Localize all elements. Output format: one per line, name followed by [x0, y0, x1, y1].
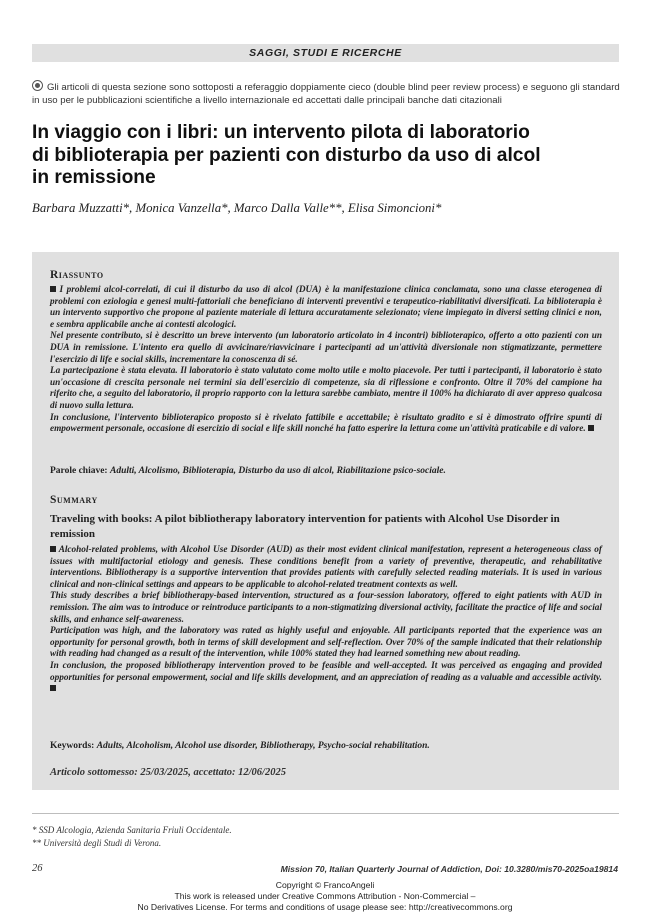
title-line: di biblioterapia per pazienti con disturbo da uso di alcol: [32, 144, 541, 166]
summary-paragraph: Alcohol-related problems, with Alcohol Use Disorder (AUD) as their most evident clinical manifestation, represent a heterogeneous class of issues with multifactorial etiology and genesis. These conditions benefit from a variety of preventive, therapeutic, and rehabilitative interventions. Bibliotherapy is a supportive intervention that provides patients with carefully selected reading materials. It is used in various clinical and non-clinical settings and appears to be applicable to alcohol-related treatment contexts as well.: [50, 545, 602, 590]
summary-paragraph: This study describes a brief bibliotherapy-based intervention, structured as a four-session laboratory, offered to eight patients with AUD in remission. The aim was to introduce or reintroduce participants to a non-stigmatizing diversional activity, facilitate the practice of life and social skills, and enhance self-awareness.: [50, 591, 602, 625]
article-title: [32, 122, 622, 190]
riassunto-paragraph: In conclusione, l'intervento biblioterapico proposto si è rivelato fattibile e accettabile; è risultato gradito e si è dimostrato offrire spunti di empowerment personale, occasione di esercizio di social e life skill nonché ha fatto esperire la lettura come un'attività praticabile e di valore.: [50, 412, 602, 435]
abstract-box: [32, 252, 619, 790]
section-header: SAGGI, STUDI E RICERCHE: [32, 44, 619, 62]
journal-citation: Mission 70, Italian Quarterly Journal of Addiction, Doi: 10.3280/mis70-2025oa19814: [280, 864, 618, 874]
riassunto-heading: Riassunto: [50, 269, 104, 281]
license-line: Copyright © FrancoAngeli: [275, 880, 375, 890]
page-number: 26: [32, 863, 43, 874]
title-line: In viaggio con i libri: un intervento pilota di laboratorio: [32, 122, 530, 143]
riassunto-body: [50, 285, 602, 436]
summary-paragraph: Participation was high, and the laboratory was rated as highly useful and enjoyable. All participants reported that the experience was an opportunity for personal growth, both in terms of skill development and self-reflection. Over 70% of the sample indicated that their relationship with reading had changed as a result of the intervention, while 100% stated they had learned something new about reading.: [50, 626, 602, 660]
peer-review-icon: [32, 80, 43, 91]
peer-review-text: Gli articoli di questa sezione sono sottoposti a referaggio doppiamente cieco (double blind peer review process) e seguono gli standard in uso per le pubblicazioni scientifiche a livello internazionale ed accettati dalle principali banche dati citazionali: [32, 82, 620, 106]
title-line: in remissione: [32, 167, 156, 188]
end-square-icon: [588, 425, 594, 431]
footnote-rule: [32, 813, 619, 814]
end-square-icon: [50, 685, 56, 691]
summary-paragraph: In conclusion, the proposed bibliotherapy intervention proved to be feasible and well-accepted. It was perceived as engaging and provided opportunities for personal empowerment, social and life skills development, and an appreciation of reading as a valuable and accessible activity.: [50, 661, 602, 696]
summary-title: Traveling with books: A pilot bibliotherapy laboratory intervention for patients with Alcohol Use Disorder in remission: [50, 513, 560, 540]
summary-heading: Summary: [50, 494, 98, 506]
summary-body: [50, 545, 602, 696]
square-bullet-icon: [50, 546, 56, 552]
riassunto-paragraph: I problemi alcol-correlati, di cui il disturbo da uso di alcol (DUA) è la manifestazione clinica conclamata, sono una classe eterogenea di problemi con eziologia e genesi multi-fattoriali che beneficiano di interventi preventivi e terapeutico-riabilitativi diversificati. La biblioterapia è un intervento supportivo che propone al paziente materiale di lettura accuratamente selezionato; viene impiegato in diversi setting clinici e non, e sembra applicabile anche ai contesti alcologici.: [50, 285, 602, 330]
license-line: This work is released under Creative Commons Attribution - Non-Commercial –: [174, 890, 476, 901]
author-list: Barbara Muzzatti*, Monica Vanzella*, Marco Dalla Valle**, Elisa Simoncioni*: [32, 201, 442, 215]
license-notice: [0, 880, 650, 912]
license-line: No Derivatives License. For terms and conditions of usage please see: http://creativecommons.org: [137, 901, 513, 912]
riassunto-paragraph: La partecipazione è stata elevata. Il laboratorio è stato valutato come molto utile e molto piacevole. Per tutti i partecipanti, il laboratorio è stato un'occasione di crescita personale nei termini sia dell'esercizio di competenze, sia di riflessione e confronto. Oltre il 70% del campione ha riferito che, a seguito del laboratorio, il proprio rapporto con la lettura sarebbe cambiato, mentre il 100% ha dichiarato di aver appreso qualcosa di nuovo sulla lettura.: [50, 366, 602, 411]
footnote: * SSD Alcologia, Azienda Sanitaria Friuli Occidentale.: [32, 825, 232, 835]
riassunto-keywords: Parole chiave: Adulti, Alcolismo, Biblioterapia, Disturbo da uso di alcol, Riabilitazione psico-sociale.: [50, 466, 446, 476]
peer-review-note: [32, 80, 622, 107]
riassunto-paragraph: Nel presente contributo, si è descritto un breve intervento (un laboratorio articolato in 4 incontri) biblioterapico, offerto a otto pazienti con un DUA in remissione. L'intento era quello di avvicinare/riavvicinare i partecipanti ad un'attività diversionale non stigmatizzante, permettere l'esercizio di life e social skills, incrementare la conoscenza di sé.: [50, 331, 602, 365]
summary-keywords: Keywords: Adults, Alcoholism, Alcohol use disorder, Bibliotherapy, Psycho-social rehabilitation.: [50, 741, 430, 751]
submission-dates: Articolo sottomesso: 25/03/2025, accettato: 12/06/2025: [50, 767, 286, 778]
square-bullet-icon: [50, 286, 56, 292]
footnote: ** Università degli Studi di Verona.: [32, 838, 162, 848]
